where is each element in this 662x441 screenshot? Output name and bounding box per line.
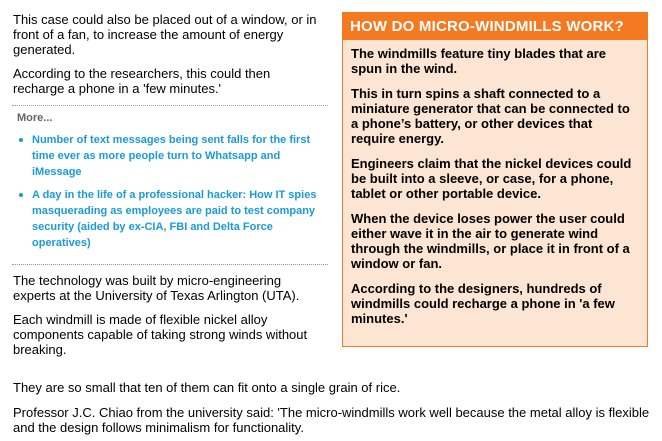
factbox-paragraph: Engineers claim that the nickel devices could be built into a sleeve, or case, for a phone, tablet or other portable device. [351, 156, 632, 201]
factbox-paragraph: The windmills feature tiny blades that are spun in the wind. [351, 46, 607, 76]
related-articles-box [12, 105, 328, 265]
article-paragraph: According to the researchers, this could then recharge a phone in a 'few minutes.' [13, 66, 271, 96]
article-paragraph: The technology was built by micro-engineering experts at the University of Texas Arlington (UTA). [13, 273, 300, 303]
factbox-title: HOW DO MICRO-WINDMILLS WORK? [343, 13, 647, 40]
related-articles-title: More... [17, 112, 53, 124]
bullet-icon [19, 138, 23, 142]
factbox-paragraph: This in turn spins a shaft connected to a miniature generator that can be connected to a phone’s battery, or other devices that require energy. [351, 86, 630, 146]
article-paragraph: This case could also be placed out of a window, or in front of a fan, to increase the amount of energy generated. [13, 12, 317, 57]
factbox-paragraph: According to the designers, hundreds of windmills could recharge a phone in 'a few minutes.' [351, 281, 615, 326]
related-articles-list [12, 132, 328, 251]
bullet-icon [19, 193, 23, 197]
article-paragraph: Each windmill is made of flexible nickel alloy components capable of taking strong winds without breaking. [13, 312, 308, 357]
article-left-column [13, 12, 317, 366]
factbox-paragraph: When the device loses power the user could either wave it in the air to generate wind through the windmills, or place it in front of a window or fan. [351, 211, 630, 271]
article-paragraph: Professor J.C. Chiao from the university said: 'The micro-windmills work well because the metal alloy is flexible and the design follows minimalism for functionality. [13, 405, 650, 435]
factbox [342, 12, 648, 347]
factbox-body [343, 40, 647, 326]
related-article-link[interactable]: Number of text messages being sent falls for the first time ever as more people turn to Whatsapp and iMessage [12, 132, 328, 180]
related-article-link[interactable]: A day in the life of a professional hacker: How IT spies masquerading as employees are paid to test company security (aided by ex-CIA, FBI and Delta Force operatives) [12, 187, 328, 251]
article-paragraph: They are so small that ten of them can fit onto a single grain of rice. [13, 380, 401, 395]
